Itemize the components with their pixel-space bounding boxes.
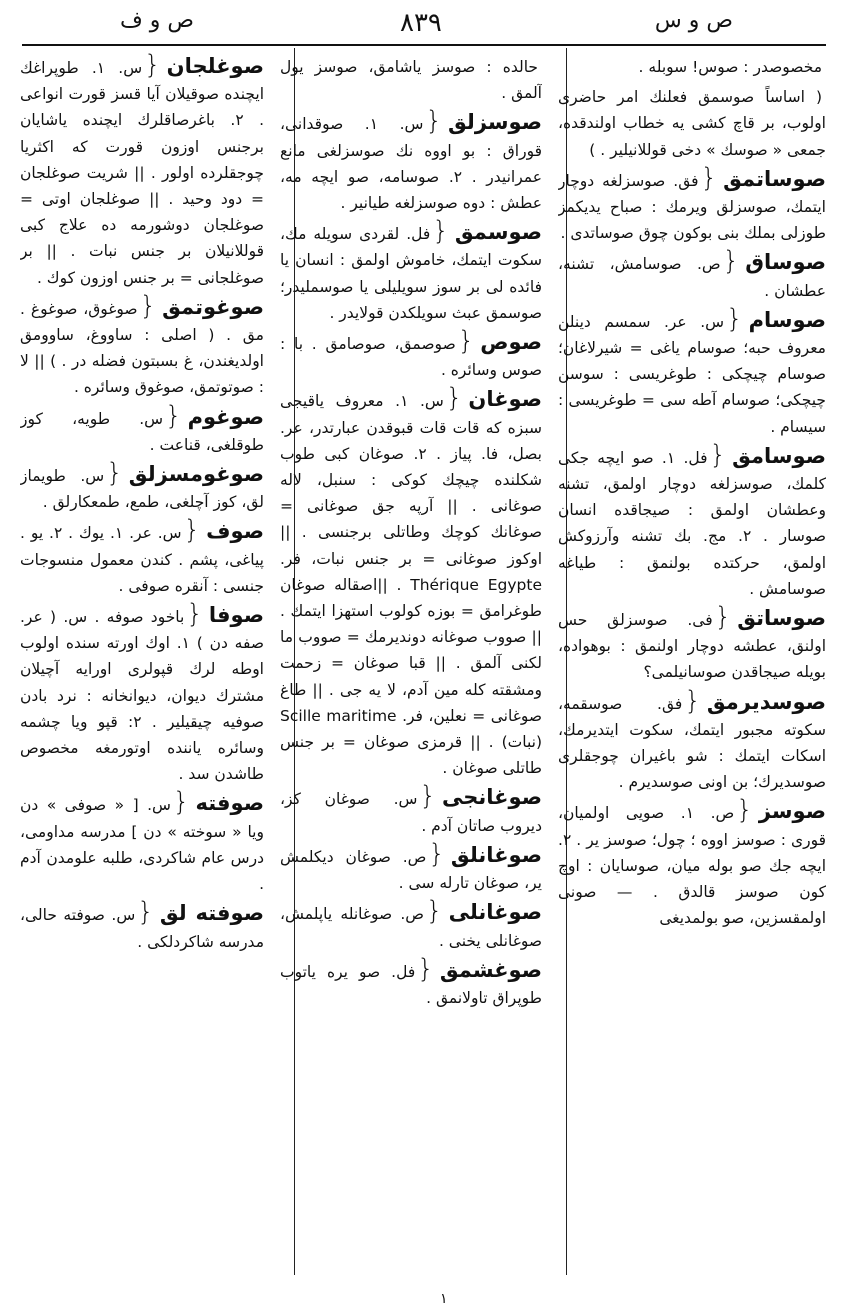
brace-mark: { — [417, 953, 434, 984]
definition: س. ١. معروف یاقیجی سبزه كه قات قات قبوقدن عبارتدر، عر. بصل، فا. پیاز . ٢. صوغان كبی طوب شكلنده چیچك كوكی : سنبل، لاله صوغانی . || آرپه جق صوغانی = صوغانك كوچك وطاتلی برجنسی . || اوكوز صوغانی = بر جنس نبات، فر. Thérique Egypte . ||اصقاله صوغان طوغرامق = بوزه كولوب استهزا ایتمك . || صووب صوغانه دوندیرمك = صووب ما لكنی آلمق . || قبا صوغان = زحمت ومشقته كله مین آدم، لا یه جی . || طاغ صوغانی = نعلین، فر. Scille maritime (نبات) . || قرمزی صوغان = بر جنس طاتلی صوغان . — [280, 392, 542, 778]
definition: فل. ١. صو ایچه جكی كلمك، صوسزلغه دوچار اولمق، تشنه وعطشان اولمق : صیجاقده انسان صوسار . ٢. مج. بك تشنه وآرزوكش اولمق، حركتده بولنمق : طیاغه صوسامش . — [558, 448, 826, 598]
headword: صوغشمق — [439, 957, 542, 982]
brace-mark: { — [736, 795, 753, 826]
definition: فل. لقردی سویله مك، سكوت ایتمك، خاموش اولمق : انسان یا فائده لی بر سوز سویلیلی یا صوسملیدر؛ صوسمق عبث سویلكدن قولایدر . — [280, 225, 542, 322]
definition: ( اساساً صوسمق فعلنك امر حاضری اولوب، بر قاچ كشی یه خطاب اولندقده، جمعی « صوسك » دخی قوللانیلیر . ) — [558, 88, 826, 159]
dictionary-entry — [558, 248, 826, 303]
dictionary-entry — [558, 162, 826, 247]
column-middle — [280, 52, 542, 1292]
definition: صوغوق، صوغوغ . مق . ( اصلی : ساووغ، ساوومق اولدیغندن، غ بسبتون فضله در . ) || لا : صوتوتمق، صوغوق وسائره . — [20, 299, 264, 397]
definition: فل. صو یره یاتوب طوپراق تاولانمق . — [280, 962, 542, 1007]
dictionary-entry — [558, 439, 826, 602]
headword: صوف — [206, 519, 264, 544]
dictionary-entry — [280, 328, 542, 383]
headword: صوسمق — [454, 220, 542, 245]
dictionary-entry — [20, 290, 264, 401]
header-left-guide-letters: ص و ف — [120, 8, 195, 33]
brace-mark: { — [139, 290, 157, 321]
dictionary-entry — [558, 797, 826, 931]
brace-mark: { — [726, 303, 743, 334]
header-rule — [22, 44, 826, 46]
dictionary-entry — [20, 460, 264, 515]
headword: صوسامق — [732, 443, 826, 468]
headword: صوغومسزلق — [128, 462, 264, 487]
brace-mark: { — [106, 458, 123, 489]
brace-mark: { — [457, 326, 475, 357]
definition: ص. صوغانله یاپلمش، صوغانلی یخنی . — [280, 905, 542, 950]
brace-mark: { — [165, 400, 182, 431]
dictionary-entry — [280, 218, 542, 326]
headword: صوفته لق — [159, 901, 264, 926]
brace-mark: { — [722, 246, 740, 277]
brace-mark: { — [432, 216, 449, 247]
dictionary-entry — [280, 108, 542, 216]
definition: س. صوغان كز، دیروب صاتان آدم . — [280, 790, 542, 835]
definition: فی. صوسزلق حس اولنق، عطشه دوچار اولنمق : بوهواده، بویله صیجاقدن صوسانیلمی؟ — [558, 611, 826, 682]
brace-mark: { — [144, 52, 161, 80]
dictionary-entry — [20, 601, 264, 787]
dictionary-entry — [20, 52, 264, 291]
headword: صوفا — [208, 603, 264, 628]
brace-mark: { — [137, 897, 154, 928]
dictionary-entry — [280, 385, 542, 781]
headword: صوساق — [745, 250, 826, 275]
definition: س. ١. صوقدانی، قوراق : بو اووه نك صوسزلغی مانع عمرانیدر . ٢. صوسامه، صو ایچه مه، عطش : دوه صوسزلغه طیانیر . — [280, 115, 542, 213]
definition: مخصوصدر : صوس! سوبله . — [638, 58, 822, 76]
dictionary-entry — [558, 82, 826, 163]
column-left — [20, 52, 264, 1292]
headword: صوسزلق — [448, 110, 542, 135]
page-number: ٨٣٩ — [400, 8, 442, 38]
headword: صوغوم — [187, 404, 264, 429]
dictionary-entry — [280, 52, 542, 106]
headword: صوغانلی — [448, 900, 542, 925]
dictionary-entry — [280, 953, 542, 1011]
dictionary-entry — [280, 898, 542, 953]
headword: صوسز — [758, 799, 826, 824]
dictionary-entry — [280, 783, 542, 838]
headword — [822, 83, 826, 107]
headword: صوساتمق — [723, 166, 826, 191]
brace-mark: { — [714, 602, 732, 633]
headword: صوغلجان — [166, 54, 264, 78]
definition: س. ١. طوپراغك ایچنده صوقیلان آیا قسز قورت انواعی . ٢. باغرصاقلرك ایچنده یاشایان برجنس اوزون قورت كه اكثریا چوجقلرده اولور . || شریت صوغلجان = دود وحید . || صوغلجان اوتی = صوغلجان دوشورمه ده علاج كبی قوللانیلان بر جنس نبات . || بر صوغلجانی = بر جنس اوزون كوك . — [20, 59, 264, 287]
headword — [538, 53, 542, 77]
definition: باخود صوفه . س. ( عر. صفه دن ) ١. اوك اورته سنده اولوب اوطه لرك قپولری اورایه آچیلان مشترك دیوان، دیوانخانه : نرد بادن صوفیه چیقیلیر . ٢: قپو ویا چشمه وسائره یاننده اوتورمغه مخصوص طاشدن سد . — [20, 608, 264, 784]
header-right-guide-letters: ص و س — [654, 8, 733, 33]
column-right — [558, 52, 826, 1292]
dictionary-entry — [20, 517, 264, 599]
dictionary-entry — [558, 52, 826, 80]
brace-mark: { — [709, 439, 727, 470]
brace-mark: { — [700, 162, 718, 193]
headword: صوغانلق — [450, 842, 542, 867]
definition: فق. صوسقمه، سكوته مجبور ایتمك، سكوت ایتدیرمك، اسكات ایتمك : شو باغیران چوجقلری صوسدیرك؛ بن اونی صوسدیرم . — [558, 694, 826, 792]
definition: س. عر. ١. یوك . ٢. یو . پیاغی، پشم . كندن معمول منسوجات جنسی : آنقره صوفی . — [20, 524, 264, 595]
definition: فق. صوسزلغه دوچار ایتمك، صوسزلق ویرمك : صباح یدیكمز طوزلی بملك بنی بوكون چوق صوساتدی . — [558, 171, 826, 243]
definition: س. [ « صوفی » دن ویا « سوخته » دن ] مدرسه مداومی، درس عام شاكردی، طلبه علومدن آدم . — [20, 796, 264, 894]
definition: ص. صوسامش، تشنه، عطشان . — [558, 255, 826, 300]
dictionary-entry — [558, 604, 826, 686]
brace-mark: { — [684, 685, 701, 716]
definition: ص. صوغان دیكلمش یر، صوغان تارله سی . — [280, 847, 542, 893]
brace-mark: { — [183, 515, 201, 546]
definition: س. طویه، كوز طوقلغی، قناعت . — [20, 409, 264, 454]
page-header — [20, 8, 828, 42]
brace-mark: { — [428, 838, 445, 869]
definition: س. عر. سمسم دینلن معروف حبه؛ صوسام یاغی = شیرلاغان؛ صوسام چیچكی : طوغریسی : سوسن چیچكی؛ صوسام آطه سی = طوغریسی : سیسام . — [558, 312, 826, 436]
headword: صوسدیرمق — [706, 689, 826, 714]
headword: صوساتق — [737, 606, 826, 631]
dictionary-entry — [20, 789, 264, 897]
definition: س. صوفته حالی، مدرسه شاكردلكی . — [20, 906, 264, 951]
brace-mark: { — [419, 781, 437, 812]
dictionary-entry — [280, 838, 542, 896]
headword: صوغان — [468, 387, 542, 412]
headword: صوفته — [195, 791, 264, 816]
brace-mark: { — [445, 383, 463, 414]
definition: حالده : صوسز یاشامق، صوسز یول آلمق . — [280, 58, 542, 103]
headword: صوص — [480, 330, 542, 355]
headword: صوغانجی — [442, 785, 542, 810]
brace-mark: { — [426, 896, 443, 927]
definition: س. طویماز لق، كوز آچلغی، طمع، طمعكارلق . — [20, 467, 264, 512]
definition: ص. ١. صویی اولمیان، قوری : صوسز اووه ؛ چول؛ صوسز یر . ٢. ایچه جك صو بوله میان، صوسایان : اوچ كون صوسز قالدق . — صونی اولمقسزین، صو بولمدیغی — [558, 804, 826, 928]
dictionary-entry — [558, 303, 826, 440]
headword — [822, 53, 826, 77]
headword: صوغوتمق — [162, 294, 264, 319]
dictionary-entry — [20, 400, 264, 458]
dictionary-entry — [558, 685, 826, 796]
brace-mark: { — [425, 106, 442, 137]
signature-mark: ١ — [440, 1291, 448, 1307]
brace-mark: { — [172, 787, 190, 818]
brace-mark: { — [186, 599, 203, 630]
definition: صوصمق، صوصامق . با : صوس وسائره . — [280, 335, 542, 380]
dictionary-entry — [20, 899, 264, 954]
headword: صوسام — [748, 307, 826, 332]
